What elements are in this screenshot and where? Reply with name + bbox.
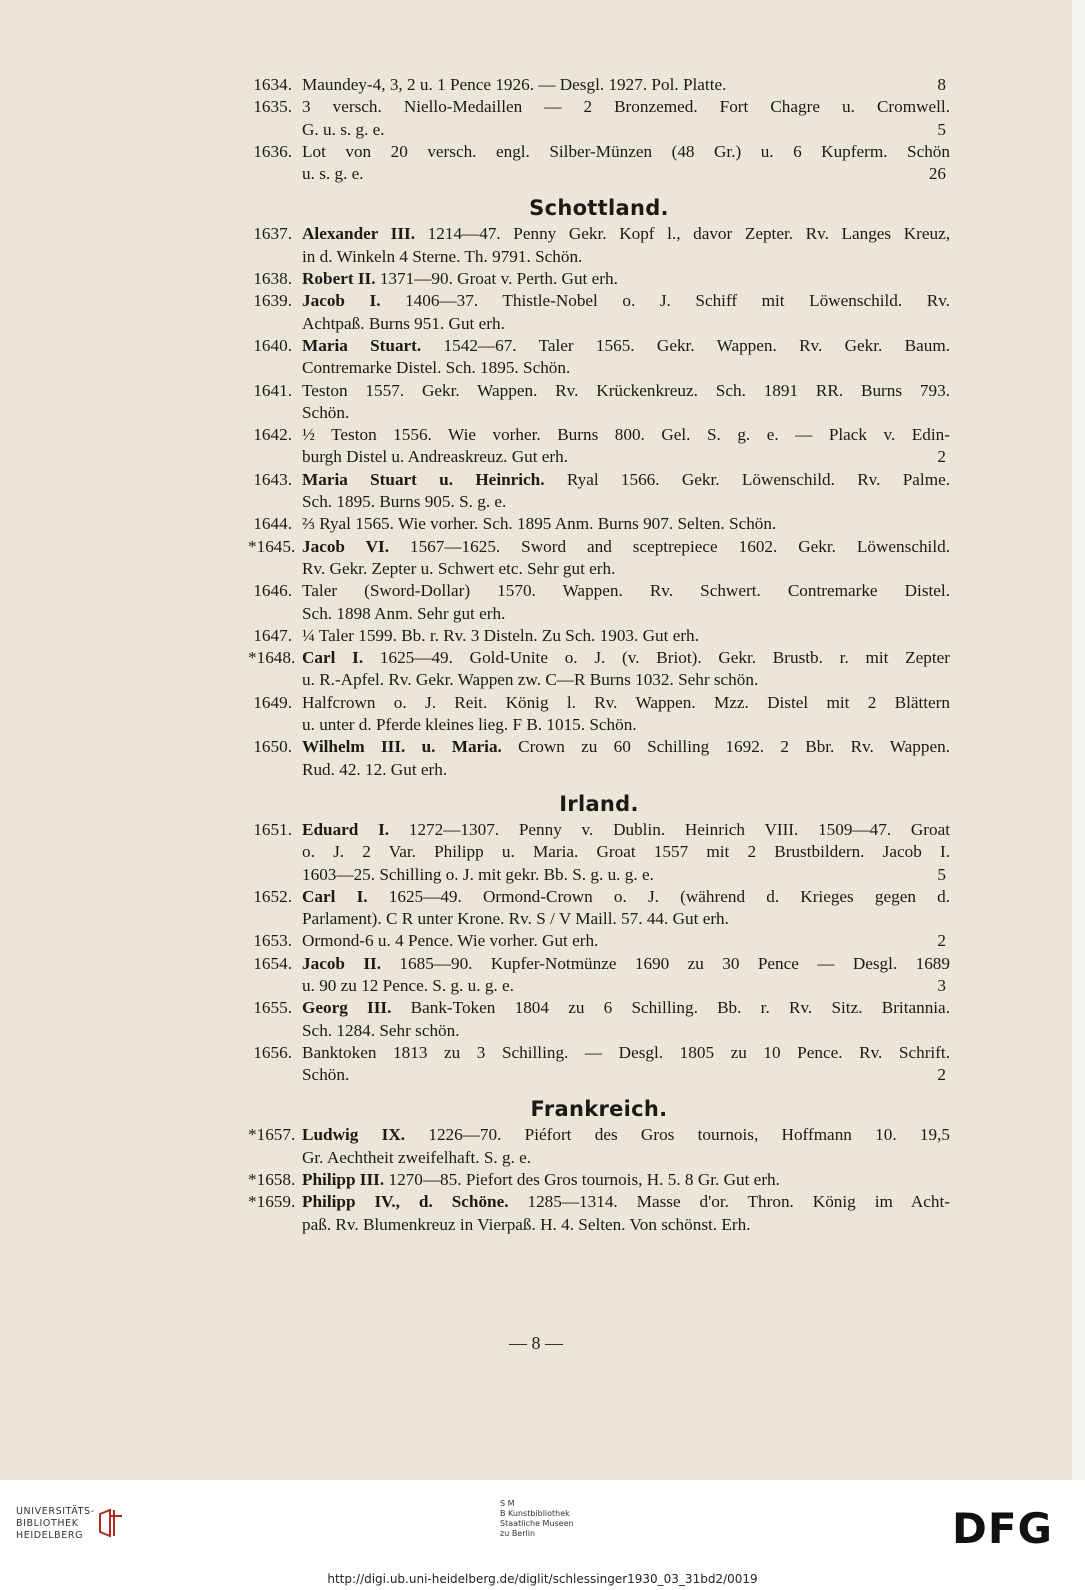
entry-line [248,886,950,908]
lot-number: 1643. [253,469,292,489]
museum-line: Staatliche Museen [500,1519,574,1528]
museum-line: S M [500,1499,515,1508]
description: Crown zu 60 Schilling 1692. 2 Bbr. Rv. Wappen. [518,737,950,757]
lot-number: 1635. [253,97,292,117]
entry-text [302,1147,950,1169]
piece-count: 5 [937,864,946,884]
entry-line [248,380,950,402]
ruler-name: Carl I. [302,886,368,906]
lot-number: 1647. [253,625,292,645]
entry-line [248,975,950,997]
entry-text [302,819,950,841]
catalog-entry [248,625,950,647]
lot-number: 1649. [253,692,292,712]
entry-line [248,469,950,491]
entry-text [302,223,950,245]
description: Schön. [302,1065,350,1085]
entry-text [302,692,950,714]
entry-text [302,446,906,468]
description: in d. Winkeln 4 Sterne. Th. 9791. Schön. [302,246,583,266]
piece-count: 2 [937,931,946,951]
description: Maundey-4, 3, 2 u. 1 Pence 1926. — Desgl. 1927. Pol. Platte. [302,75,727,94]
catalog-entry [248,1191,950,1236]
catalog-entry [248,1042,950,1087]
entry-text [302,864,906,886]
entry-line [248,625,950,647]
description: 1226—70. Piéfort des Gros tournois, Hoffmann 10. 19,5 [428,1125,951,1145]
entry-line [248,1169,950,1191]
entry-line [248,759,950,781]
description: Sch. 1284. Sehr schön. [302,1020,460,1040]
page-edge [1072,0,1085,1480]
description: Sch. 1895. Burns 905. S. g. e. [302,492,507,512]
entry-text [302,119,906,141]
description: Schön. [302,402,350,422]
entry-line [248,290,950,312]
catalog-entry [248,268,950,290]
lot-number: 1654. [253,953,292,973]
catalog-entry [248,580,950,625]
ruler-name: Philipp III. [302,1170,385,1190]
description: 1272—1307. Penny v. Dublin. Heinrich VIII. 1509—47. Groat [408,819,950,839]
catalog-text [248,74,950,1236]
entry-line [248,714,950,736]
entry-text [302,1064,906,1086]
lot-number: *1658. [248,1170,296,1190]
entry-text [302,424,950,446]
catalog-entry [248,997,950,1042]
description: 3 versch. Niello-Medaillen — 2 Bronzemed. Fort Chagre u. Cromwell. [302,97,950,117]
description: 1625—49. Ormond-Crown o. J. (während d. Krieges gegen d. [388,886,951,906]
lot-number: 1656. [253,1042,292,1062]
lot-number: 1640. [253,335,292,355]
entry-line [248,1191,950,1213]
description: 1567—1625. Sword and sceptrepiece 1602. Gekr. Löwenschild. [409,536,950,556]
lot-number: 1651. [253,819,292,839]
catalog-entry [248,469,950,514]
entry-text [302,1020,950,1042]
entry-line [248,997,950,1019]
entry-line [248,692,950,714]
entry-line [248,953,950,975]
catalog-entry [248,424,950,469]
catalog-entry [248,692,950,737]
lot-number: 1638. [253,269,292,289]
ruler-name: Philipp IV., d. Schöne. [302,1192,509,1212]
description: u. s. g. e. [302,164,364,184]
entry-line [248,402,950,424]
catalog-entry [248,1169,950,1191]
description: Banktoken 1813 zu 3 Schilling. — Desgl. 1805 zu 10 Pence. Rv. Schrift. [302,1042,950,1062]
entry-line [248,647,950,669]
lot-number: 1642. [253,425,292,445]
description: ½ Teston 1556. Wie vorher. Burns 800. Gel. S. g. e. — Plack v. Edin- [302,425,950,445]
entry-text [302,1191,950,1213]
library-line: UNIVERSITÄTS- [16,1506,95,1517]
library-line: HEIDELBERG [16,1530,84,1541]
entry-text [302,975,906,997]
source-url[interactable]: http://digi.ub.uni-heidelberg.de/diglit/schlessinger1930_03_31bd2/0019 [327,1572,758,1586]
lot-number: 1653. [253,931,292,951]
museum-credit [500,1499,610,1539]
entry-line [248,163,950,185]
catalog-entry [248,953,950,998]
viewer-footer [0,1480,1085,1590]
library-line: BIBLIOTHEK [16,1518,79,1529]
entry-text [302,163,906,185]
description: Taler (Sword-Dollar) 1570. Wappen. Rv. Schwert. Contremarke Distel. [302,581,950,601]
entry-line [248,536,950,558]
description: 1625—49. Gold-Unite o. J. (v. Briot). Gekr. Brustb. r. mit Zepter [379,648,950,668]
description: Bank-Token 1804 zu 6 Schilling. Bb. r. Rv. Sitz. Britannia. [410,998,950,1018]
dfg-logo: DFG [952,1504,1054,1553]
entry-text [302,290,950,312]
entry-text [302,246,950,268]
catalog-entry [248,536,950,581]
lot-number: 1650. [253,737,292,757]
description: 1406—37. Thistle-Nobel o. J. Schiff mit Löwenschild. Rv. [405,291,950,311]
lot-number: 1639. [253,291,292,311]
piece-count: 8 [937,75,946,94]
entry-line [248,908,950,930]
description: u. unter d. Pferde kleines lieg. F B. 1015. Schön. [302,715,637,735]
entry-text [302,402,950,424]
catalog-entry [248,74,950,96]
entry-line [248,1042,950,1064]
catalog-entry [248,1124,950,1169]
lot-number: 1646. [253,581,292,601]
lot-number: 1652. [253,886,292,906]
entry-text [302,669,950,691]
entry-line [248,74,950,96]
description: Achtpaß. Burns 951. Gut erh. [302,313,505,333]
catalog-entry [248,141,950,186]
catalog-entry [248,96,950,141]
description: Halfcrown o. J. Reit. König l. Rv. Wappen. Mzz. Distel mit 2 Blättern [302,692,950,712]
ruler-name: Georg III. [302,998,392,1018]
description: Ormond-6 u. 4 Pence. Wie vorher. Gut erh. [302,931,599,951]
lot-number: 1644. [253,514,292,534]
entry-text [302,513,950,535]
ruler-name: Carl I. [302,648,364,668]
description: 1603—25. Schilling o. J. mit gekr. Bb. S. g. u. g. e. [302,864,654,884]
entry-line [248,223,950,245]
entry-line [248,819,950,841]
lot-number: 1637. [253,224,292,244]
entry-text [302,580,950,602]
description: 1285—1314. Masse d'or. Thron. König im Acht- [527,1192,950,1212]
entry-text [302,469,950,491]
lot-number: *1657. [248,1125,296,1145]
entry-line [248,424,950,446]
piece-count: 3 [937,975,946,995]
lot-number: 1634. [253,75,292,94]
section-heading: Schottland. [529,196,669,221]
ruler-name: Robert II. [302,269,376,289]
catalog-entry [248,335,950,380]
entry-line [248,491,950,513]
entry-text [302,491,950,513]
lot-number: *1648. [248,648,296,668]
library-logo-icon [96,1508,126,1538]
entry-line [248,603,950,625]
catalog-entry [248,380,950,425]
piece-count: 2 [937,1065,946,1085]
description: 1214—47. Penny Gekr. Kopf l., davor Zepter. Rv. Langes Kreuz, [427,224,950,244]
entry-line [248,1147,950,1169]
description: Rud. 42. 12. Gut erh. [302,759,448,779]
description: Ryal 1566. Gekr. Löwenschild. Rv. Palme. [566,469,951,489]
entry-line [248,841,950,863]
catalog-entry [248,223,950,268]
entry-line [248,864,950,886]
ruler-name: Jacob II. [302,953,382,973]
entry-text [302,841,950,863]
ruler-name: Ludwig IX. [302,1125,406,1145]
entry-text [302,997,950,1019]
entry-line [248,1020,950,1042]
entry-text [302,335,950,357]
lot-number: *1645. [248,536,296,556]
entry-line [248,580,950,602]
lot-number: 1636. [253,141,292,161]
catalog-entry [248,736,950,781]
description: burgh Distel u. Andreaskreuz. Gut erh. [302,447,569,467]
entry-text [302,714,950,736]
entry-text [302,1214,950,1236]
entry-line [248,1124,950,1146]
description: Gr. Aechtheit zweifelhaft. S. g. e. [302,1147,532,1167]
description: Rv. Gekr. Zepter u. Schwert etc. Sehr gut erh. [302,558,616,578]
entry-text [302,759,950,781]
ruler-name: Jacob VI. [302,536,390,556]
description: paß. Rv. Blumenkreuz in Vierpaß. H. 4. Selten. Von schönst. Erh. [302,1214,751,1234]
entry-text [302,1124,950,1146]
ruler-name: Alexander III. [302,224,416,244]
museum-line: zu Berlin [500,1529,536,1538]
entry-text [302,74,906,96]
entry-text [302,953,950,975]
entry-text [302,1169,950,1191]
entry-text [302,625,950,647]
entry-text [302,886,950,908]
entry-line [248,119,950,141]
entry-text [302,603,950,625]
description: o. J. 2 Var. Philipp u. Maria. Groat 1557 mit 2 Brustbildern. Jacob I. [302,842,950,862]
entry-line [248,1214,950,1236]
entry-line [248,930,950,952]
entry-line [248,268,950,290]
entry-text [302,536,950,558]
entry-line [248,558,950,580]
description: 1270—85. Piefort des Gros tournois, H. 5. 8 Gr. Gut erh. [388,1170,780,1190]
description: u. R.-Apfel. Rv. Gekr. Wappen zw. C—R Burns 1032. Sehr schön. [302,670,759,690]
catalog-entry [248,819,950,886]
description: G. u. s. g. e. [302,119,385,139]
description: Sch. 1898 Anm. Sehr gut erh. [302,603,506,623]
lot-number: 1655. [253,998,292,1018]
entry-text [302,558,950,580]
lot-number: *1659. [248,1192,296,1212]
entry-text [302,380,950,402]
description: ⅔ Ryal 1565. Wie vorher. Sch. 1895 Anm. Burns 907. Selten. Schön. [302,514,777,534]
entry-text [302,930,906,952]
entry-text [302,357,950,379]
entry-line [248,313,950,335]
lot-number: 1641. [253,380,292,400]
piece-count: 2 [937,447,946,467]
entry-line [248,141,950,163]
library-name [16,1506,95,1542]
ruler-name: Maria Stuart. [302,335,422,355]
entry-text [302,313,950,335]
ruler-name: Eduard I. [302,819,390,839]
description: u. 90 zu 12 Pence. S. g. u. g. e. [302,975,514,995]
entry-text [302,908,950,930]
catalog-entry [248,290,950,335]
catalog-entry [248,886,950,931]
entry-line [248,1064,950,1086]
entry-line [248,669,950,691]
entry-line [248,335,950,357]
museum-line: B Kunstbibliothek [500,1509,570,1518]
entry-line [248,446,950,468]
entry-line [248,246,950,268]
section-heading: Frankreich. [530,1097,668,1122]
description: Teston 1557. Gekr. Wappen. Rv. Krückenkreuz. Sch. 1891 RR. Burns 793. [302,380,950,400]
description: Contremarke Distel. Sch. 1895. Schön. [302,358,571,378]
catalog-entry [248,513,950,535]
entry-line [248,357,950,379]
description: 1685—90. Kupfer-Notmünze 1690 zu 30 Pence — Desgl. 1689 [399,953,950,973]
entry-line [248,736,950,758]
entry-line [248,513,950,535]
piece-count: 26 [928,164,946,184]
ruler-name: Jacob I. [302,291,381,311]
entry-text [302,647,950,669]
entry-text [302,141,950,163]
page-number: — 8 — [509,1333,563,1353]
ruler-name: Maria Stuart u. Heinrich. [302,469,545,489]
description: Lot von 20 versch. engl. Silber-Münzen (48 Gr.) u. 6 Kupferm. Schön [302,141,950,161]
description: ¼ Taler 1599. Bb. r. Rv. 3 Disteln. Zu Sch. 1903. Gut erh. [302,625,699,645]
section-heading: Irland. [559,791,639,816]
catalog-entry [248,930,950,952]
catalog-entry [248,647,950,692]
entry-text [302,736,950,758]
entry-text [302,268,950,290]
description: Parlament). C R unter Krone. Rv. S / V Maill. 57. 44. Gut erh. [302,909,729,929]
description: 1542—67. Taler 1565. Gekr. Wappen. Rv. Gekr. Baum. [443,335,951,355]
description: 1371—90. Groat v. Perth. Gut erh. [379,269,618,289]
entry-line [248,96,950,118]
entry-text [302,1042,950,1064]
piece-count: 5 [937,119,946,139]
ruler-name: Wilhelm III. u. Maria. [302,737,502,757]
entry-text [302,96,950,118]
